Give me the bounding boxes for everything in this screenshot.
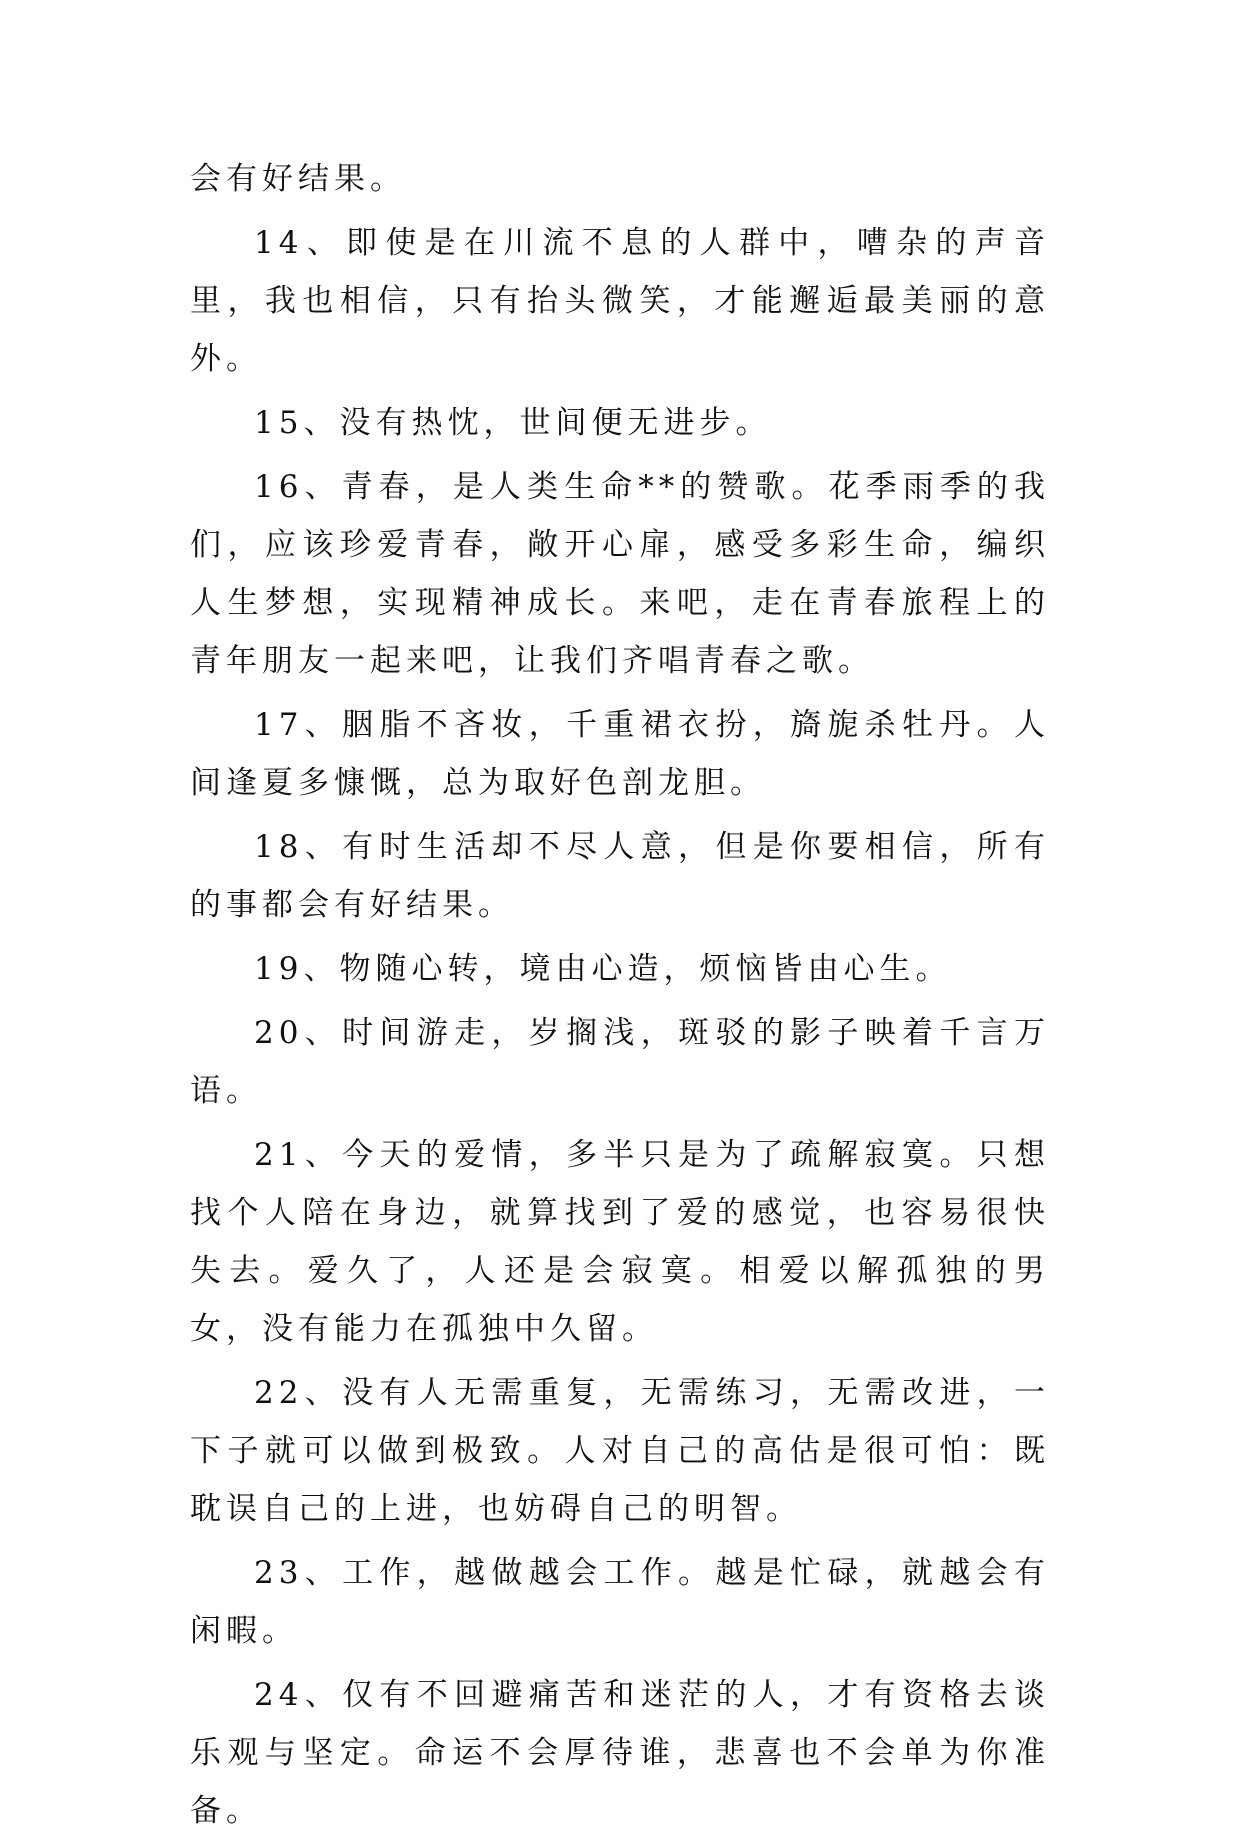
paragraph-18: 18、有时生活却不尽人意，但是你要相信，所有的事都会有好结果。: [190, 829, 1050, 923]
paragraph-14: 14、即使是在川流不息的人群中，嘈杂的声音里，我也相信，只有抬头微笑，才能邂逅最美丽的意外。: [190, 225, 1050, 377]
paragraph-20: 20、时间游走，岁搁浅，斑驳的影子映着千言万语。: [190, 1015, 1050, 1109]
paragraph-22: 22、没有人无需重复，无需练习，无需改进，一下子就可以做到极致。人对自己的高估是很可怕：既耽误自己的上进，也妨碍自己的明智。: [190, 1375, 1050, 1527]
paragraph-15: 15、没有热忱，世间便无进步。: [254, 405, 772, 441]
paragraph-23: 23、工作，越做越会工作。越是忙碌，就越会有闲暇。: [190, 1555, 1050, 1649]
paragraph-24: 24、仅有不回避痛苦和迷茫的人，才有资格去谈乐观与坚定。命运不会厚待谁，悲喜也不会单为你准备。: [190, 1677, 1050, 1829]
paragraph-17: 17、胭脂不吝妆，千重裙衣扮，旖旎杀牡丹。人间逢夏多慷慨，总为取好色剖龙胆。: [190, 707, 1050, 801]
paragraph-16: 16、青春，是人类生命**的赞歌。花季雨季的我们，应该珍爱青春，敞开心扉，感受多彩生命，编织人生梦想，实现精神成长。来吧，走在青春旅程上的青年朋友一起来吧，让我们齐唱青春之歌。: [190, 469, 1050, 679]
paragraph-21: 21、今天的爱情，多半只是为了疏解寂寞。只想找个人陪在身边，就算找到了爱的感觉，也容易很快失去。爱久了，人还是会寂寞。相爱以解孤独的男女，没有能力在孤独中久留。: [190, 1137, 1050, 1347]
paragraph-19: 19、物随心转，境由心造，烦恼皆由心生。: [254, 951, 952, 987]
document-body: [190, 150, 1050, 1840]
paragraph-continuation: 会有好结果。: [190, 161, 406, 197]
